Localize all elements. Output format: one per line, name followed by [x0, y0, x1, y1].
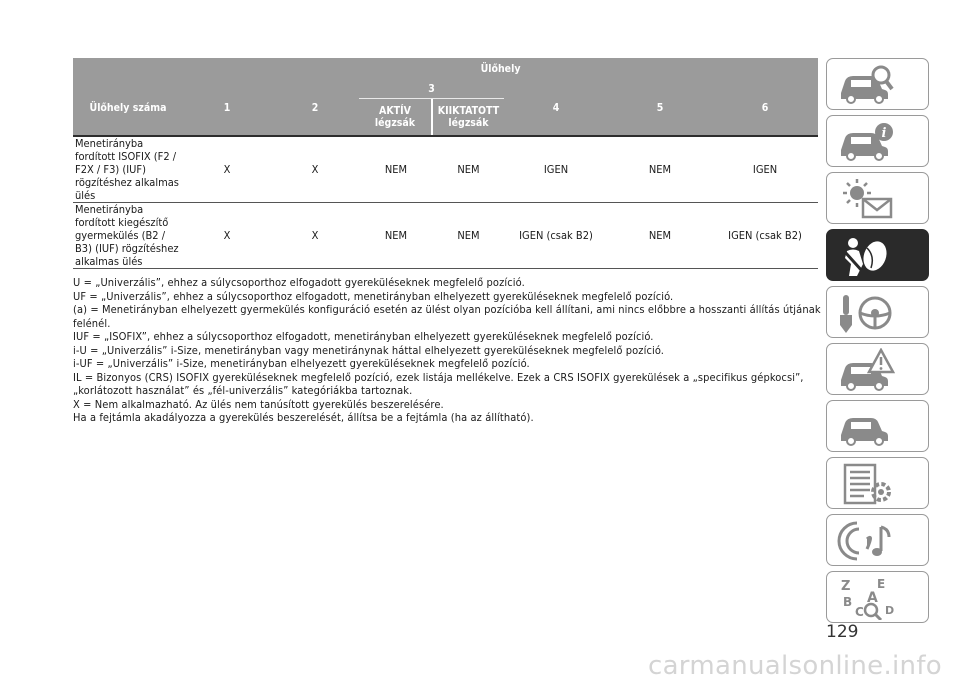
col-header-3-active-airbag: AKTÍV légzsák	[359, 98, 431, 136]
row-label-booster: Menetirányba fordított kiegészítő gyermekülés (B2 / B3) (IUF) rögzítéshez alkalmas ülés	[73, 203, 183, 269]
note-line: i-U = „Univerzális” i-Size, menetirányban vagy menetiránynak háttal elhelyezett gyereküléseknek megfelelő pozíció.	[73, 343, 665, 357]
tab-warning-lights[interactable]	[826, 172, 929, 224]
svg-text:A: A	[867, 590, 878, 606]
table-cell: NEM	[433, 203, 504, 269]
svg-text:D: D	[885, 604, 895, 617]
tab-service[interactable]	[826, 400, 929, 452]
col-header-2: 2	[271, 80, 359, 136]
table-cell: NEM	[608, 203, 712, 269]
col-header-3-disabled-airbag: KIIKTATOTT légzsák	[433, 98, 504, 136]
col-header-6: 6	[712, 80, 818, 136]
multimedia-note-icon	[837, 519, 895, 563]
seatbelt-airbag-icon	[837, 234, 895, 278]
note-line: UF = „Univerzális”, ehhez a súlycsoporthoz elfogadott, menetirányban elhelyezett gyereküléseknek megfelelő pozíció.	[73, 289, 674, 303]
table-cell: IGEN	[504, 136, 608, 203]
note-line: IUF = „ISOFIX”, ehhez a súlycsoporthoz elfogadott, menetirányban elhelyezett gyereküléseknek megfelelő pozíció.	[73, 330, 654, 343]
legend-notes	[73, 276, 823, 425]
note-line: IL = Bizonyos (CRS) ISOFIX gyereküléseknek megfelelő pozíció, ezek listája mellékelve. Ezek a CRS ISOFIX gyerekülések a „specifikus gépkocsi”, „korlátozott használat” és „fél-univerzális” kategóriákba tartoznak.	[73, 370, 804, 397]
note-line: Ha a fejtámla akadályozza a gyerekülés beszerelését, állítsa be a fejtámla (ha az állítható).	[73, 411, 534, 424]
table-cell: IGEN	[712, 136, 818, 203]
table-cell: X	[183, 136, 271, 203]
key-steering-wheel-icon	[837, 291, 895, 335]
note-line: i-UF = „Univerzális” i-Size, menetirányban elhelyezett gyereküléseknek megfelelő pozíció.	[73, 357, 530, 370]
svg-text:i: i	[881, 126, 887, 141]
table-cell: NEM	[608, 136, 712, 203]
car-hazard-icon	[837, 348, 895, 392]
table-cell: IGEN (csak B2)	[712, 203, 818, 269]
tab-index[interactable]	[826, 571, 929, 623]
col-header-3: 3	[359, 80, 504, 98]
note-line: X = Nem alkalmazható. Az ülés nem tanúsított gyerekülés beszerelésére.	[73, 397, 444, 411]
tab-specifications[interactable]	[826, 457, 929, 509]
note-line: (a) = Menetirányban elhelyezett gyermekülés konfiguráció esetén az ülést olyan pozícióba kell állítani, ami nincs előbbre a hosszanti állítás útjának felénél.	[73, 303, 821, 330]
tab-multimedia[interactable]	[826, 514, 929, 566]
svg-text:Z: Z	[841, 579, 851, 594]
seat-group-header: Ülőhely	[183, 58, 818, 80]
tab-emergency[interactable]	[826, 343, 929, 395]
svg-text:C: C	[855, 605, 864, 619]
table-cell: X	[271, 136, 359, 203]
child-seat-table	[73, 58, 818, 269]
table-cell: X	[183, 203, 271, 269]
table-cell: IGEN (csak B2)	[504, 203, 608, 269]
svg-text:B: B	[843, 595, 853, 609]
note-line: U = „Univerzális”, ehhez a súlycsoporthoz elfogadott gyereküléseknek megfelelő pozíció.	[73, 276, 525, 289]
table-cell: X	[271, 203, 359, 269]
table-cell: NEM	[433, 136, 504, 203]
table-cell: NEM	[359, 203, 433, 269]
col-header-5: 5	[608, 80, 712, 136]
svg-text:E: E	[877, 577, 886, 591]
tab-start-drive[interactable]	[826, 286, 929, 338]
car-info-icon	[837, 120, 895, 164]
watermark-text: carmanualsonline.info	[647, 651, 942, 681]
table-cell: NEM	[359, 136, 433, 203]
car-search-icon	[837, 63, 895, 107]
car-service-icon	[837, 405, 895, 449]
seat-number-header: Ülőhely száma	[73, 80, 183, 136]
row-label-isofix: Menetirányba fordított ISOFIX (F2 / F2X / F3) (IUF) rögzítéshez alkalmas ülés	[73, 136, 183, 203]
col-header-1: 1	[183, 80, 271, 136]
alphabetical-index-icon	[837, 576, 895, 620]
page-number: 129	[826, 622, 859, 642]
tab-car-info[interactable]	[826, 115, 929, 167]
specifications-list-icon	[837, 462, 895, 506]
warning-lights-message-icon	[837, 177, 895, 221]
col-header-4: 4	[504, 80, 608, 136]
chapter-tabs	[826, 58, 929, 628]
tab-safety[interactable]	[826, 229, 929, 281]
tab-car-search[interactable]	[826, 58, 929, 110]
